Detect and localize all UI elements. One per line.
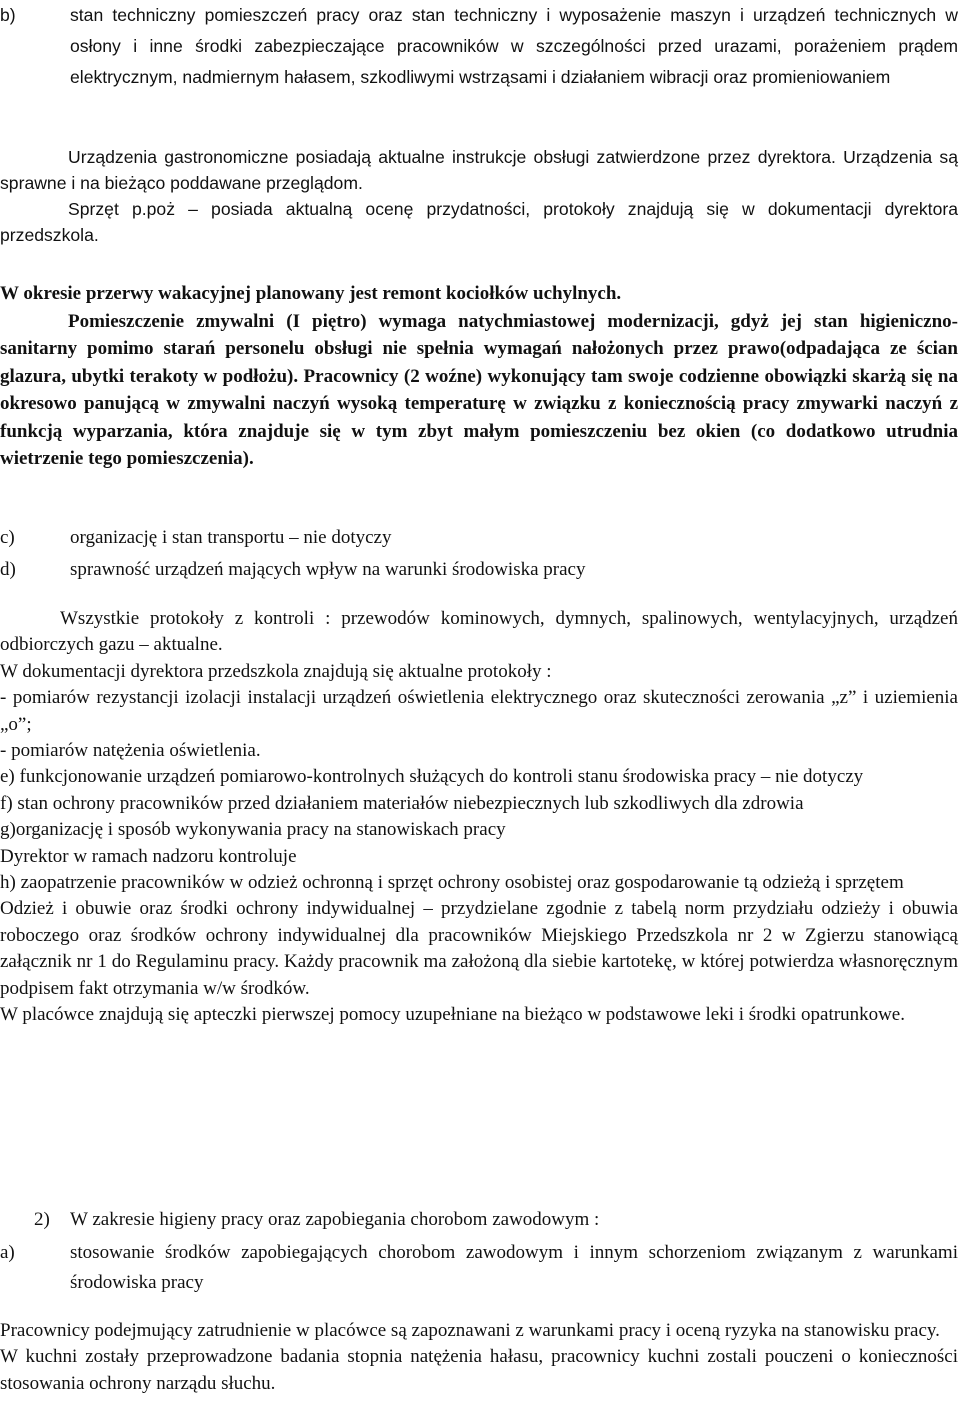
gastro-paragraph bbox=[0, 144, 958, 248]
protokoly-text: Wszystkie protokoły z kontroli : przewodów kominowych, dymnych, spalinowych, wentylacyjnych, urządzeń odbiorczych gazu – aktualne. bbox=[0, 608, 958, 656]
zmywalnia-text: Pomieszczenie zmywalni (I piętro) wymaga natychmiastowej modernizacji, gdyż jej stan higieniczno- sanitarny pomimo starań personelu obsługi nie spełnia wymagań nałożonych przez prawo(odpadająca ze ścian glazura, ubytki terakoty w podłożu). Pracownicy (2 woźne) wykonujący tam swoje codzienne obowiązki skarżą się na okresowo panującą w zmywalni naczyń wysoką temperaturę w związku z koniecznością pracy zmywarki naczyń z funkcją wyparzania, która znajduje się w tym zbyt małym pomieszczeniu bez okien (co dodatkowo utrudnia wietrzenie tego pomieszczenia). bbox=[0, 310, 958, 469]
closing-block bbox=[0, 1318, 958, 1397]
list-item-d-text: sprawność urządzeń mających wpływ na warunki środowiska pracy bbox=[70, 559, 586, 580]
gastro-text-2: Sprzęt p.poż – posiada aktualną ocenę przydatności, protokoły znajdują się w dokumentacji dyrektora przedszkola. bbox=[0, 199, 958, 245]
section-b-text: stan techniczny pomieszczeń pracy oraz stan techniczny i wyposażenie maszyn i urządzeń technicznych w osłony i inne środki zabezpieczające pracowników w szczególności przed urazami, porażeniem prądem elektrycznym, nadmiernym hałasem, szkodliwymi wstrząsami i działaniem wibracji oraz promieniowaniem bbox=[70, 5, 958, 87]
odziez-text: Odzież i obuwie oraz środki ochrony indywidualnej – przydzielane zgodnie z tabelą norm przydziału odzieży i obuwia roboczego oraz środków ochrony indywidualnej dla pracowników Miejskiego Przedszkola nr 2 w Zgierzu stanowiącą załącznik nr 1 do Regulaminu pracy. Każdy pracownik ma założoną dla siebie kartotekę, w której potwierdza własnoręcznym podpisem fakt otrzymania w/w środków. bbox=[0, 898, 958, 999]
remont-text: W okresie przerwy wakacyjnej planowany jest remont kociołków uchylnych. bbox=[0, 283, 622, 304]
list-item-c-marker: c) bbox=[0, 527, 15, 548]
item-e-text: e) funkcjonowanie urządzeń pomiarowo-kontrolnych służących do kontroli stanu środowiska pracy – nie dotyczy bbox=[0, 766, 864, 788]
list-item-c-text: organizację i stan transportu – nie dotyczy bbox=[70, 527, 392, 548]
list-item-c bbox=[0, 524, 958, 552]
closing-text-1: Pracownicy podejmujący zatrudnienie w placówce są zapoznawani z warunkami pracy i oceną ryzyka na stanowisku pracy. bbox=[0, 1320, 940, 1341]
gastro-text-1: Urządzenia gastronomiczne posiadają aktualne instrukcje obsługi zatwierdzone przez dyrektora. Urządzenia są sprawne i na bieżąco poddawane przeglądom. bbox=[0, 147, 958, 193]
list-item-d-marker: d) bbox=[0, 559, 16, 580]
section-b bbox=[0, 0, 958, 93]
section-2a-marker: a) bbox=[0, 1242, 15, 1263]
pomiary-1-text: - pomiarów rezystancji izolacji instalacji urządzeń oświetlenia elektrycznego oraz skuteczności zerowania „z” i uziemienia „o”; bbox=[0, 687, 958, 735]
dyrektor-text: Dyrektor w ramach nadzoru kontroluje bbox=[0, 845, 297, 867]
pomiary-2-text: - pomiarów natężenia oświetlenia. bbox=[0, 740, 261, 762]
section-2a bbox=[0, 1238, 958, 1298]
dokumentacja-text: W dokumentacji dyrektora przedszkola znajdują się aktualne protokoły : bbox=[0, 660, 552, 682]
item-h-text: h) zaopatrzenie pracowników w odzież ochronną i sprzęt ochrony osobistej oraz gospodarowanie tą odzieżą i sprzętem bbox=[0, 872, 904, 894]
section-2 bbox=[34, 1206, 958, 1234]
section-b-marker: b) bbox=[0, 5, 16, 25]
item-f-text: f) stan ochrony pracowników przed działaniem materiałów niebezpiecznych lub szkodliwych dla zdrowia bbox=[0, 792, 804, 814]
section-2-marker: 2) bbox=[34, 1209, 50, 1230]
closing-text-2: W kuchni zostały przeprowadzone badania stopnia natężenia hałasu, pracownicy kuchni zostali pouczeni o konieczności stosowania ochrony narządu słuchu. bbox=[0, 1346, 958, 1394]
bold-block bbox=[0, 280, 958, 473]
body-block bbox=[0, 606, 958, 1029]
list-item-d bbox=[0, 556, 958, 584]
section-2-text: W zakresie higieny pracy oraz zapobiegania chorobom zawodowym : bbox=[70, 1209, 600, 1230]
section-2a-text: stosowanie środków zapobiegających chorobom zawodowym i innym schorzeniom związanym z warunkami środowiska pracy bbox=[70, 1242, 958, 1293]
item-g-text: g)organizację i sposób wykonywania pracy na stanowiskach pracy bbox=[0, 819, 506, 841]
apteczki-text: W placówce znajdują się apteczki pierwszej pomocy uzupełniane na bieżąco w podstawowe leki i środki opatrunkowe. bbox=[0, 1004, 905, 1026]
